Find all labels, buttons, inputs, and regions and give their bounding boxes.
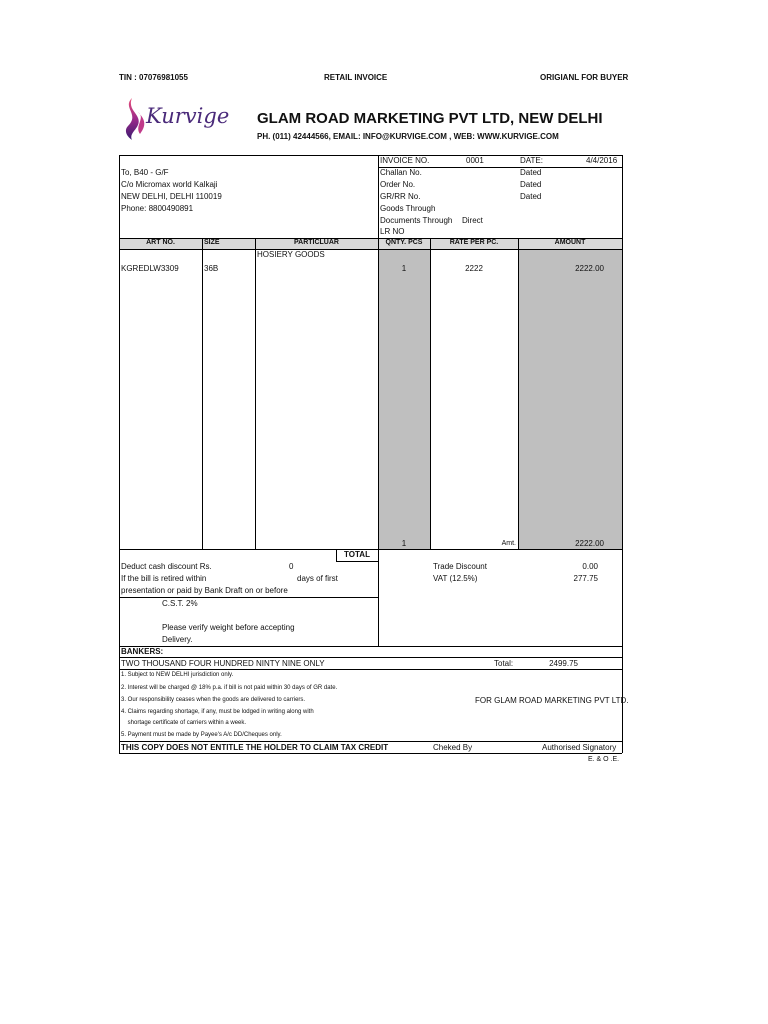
challan-label: Challan No. bbox=[380, 168, 422, 177]
dated-grrr: Dated bbox=[520, 192, 542, 201]
documents-direct: Direct bbox=[462, 216, 483, 225]
buyer-phone: Phone: 8800490891 bbox=[121, 204, 194, 213]
qty-total: 1 bbox=[401, 539, 407, 548]
eoe-note: E. & O .E. bbox=[588, 756, 620, 763]
company-contact: PH. (011) 42444566, EMAIL: INFO@KURVIGE.COM , WEB: WWW.KURVIGE.COM bbox=[257, 132, 559, 141]
header-particular: PARTICLUAR bbox=[294, 239, 339, 246]
invoice-date: 4/4/2016 bbox=[586, 156, 618, 165]
dated-challan: Dated bbox=[520, 168, 542, 177]
days-of-first: days of first bbox=[297, 574, 338, 583]
amt-label: Amt. bbox=[501, 540, 516, 547]
company-logo bbox=[118, 94, 238, 144]
amount-subtotal: 2222.00 bbox=[575, 539, 604, 548]
bankers-label: BANKERS: bbox=[121, 647, 164, 656]
term-2: 2. Interest will be charged @ 18% p.a. if bill is not paid within 30 days of GR date. bbox=[121, 685, 338, 691]
bill-retired: If the bill is retired within bbox=[121, 574, 207, 583]
total-label: TOTAL bbox=[344, 550, 370, 559]
date-label: DATE: bbox=[520, 156, 543, 165]
dated-order: Dated bbox=[520, 180, 542, 189]
goods-through: Goods Through bbox=[380, 204, 436, 213]
for-company: FOR GLAM ROAD MARKETING PVT LTD. bbox=[475, 696, 629, 705]
verify-line-1: Please verify weight before accepting bbox=[162, 623, 295, 632]
document-type: RETAIL INVOICE bbox=[324, 73, 388, 82]
invoice-no: 0001 bbox=[466, 156, 484, 165]
cash-discount-value: 0 bbox=[289, 562, 294, 571]
row-art-no: KGREDLW3309 bbox=[121, 264, 179, 273]
term-1: 1. Subject to NEW DELHI jurisdiction only. bbox=[121, 672, 234, 678]
cst-label: C.S.T. 2% bbox=[162, 599, 198, 608]
header-rate: RATE PER PC. bbox=[449, 239, 499, 246]
row-amount: 2222.00 bbox=[575, 264, 604, 273]
amount-column-shade bbox=[518, 249, 622, 549]
grrr-label: GR/RR No. bbox=[380, 192, 421, 201]
header-qty: QNTY. PCS bbox=[385, 239, 423, 246]
grand-total: 2499.75 bbox=[549, 659, 578, 668]
buyer-line-2: C/o Micromax world Kalkaji bbox=[121, 180, 218, 189]
lr-no: LR NO bbox=[380, 227, 405, 236]
presentation-note: presentation or paid by Bank Draft on or before bbox=[121, 586, 288, 595]
term-4: 4. Claims regarding shortage, if any, must be lodged in writing along with bbox=[121, 709, 314, 715]
tax-credit-note: THIS COPY DOES NOT ENTITLE THE HOLDER TO CLAIM TAX CREDIT bbox=[121, 743, 389, 752]
order-label: Order No. bbox=[380, 180, 416, 189]
authorised-signatory: Authorised Signatory bbox=[542, 743, 617, 752]
checked-by: Cheked By bbox=[433, 743, 473, 752]
grand-total-label: Total: bbox=[494, 659, 514, 668]
cash-discount-label: Deduct cash discount Rs. bbox=[121, 562, 212, 571]
trade-discount-label: Trade Discount bbox=[433, 562, 487, 571]
header-amount: AMOUNT bbox=[554, 239, 586, 246]
row-rate: 2222 bbox=[465, 264, 483, 273]
header-size: SIZE bbox=[204, 239, 220, 246]
invoice-no-label: INVOICE NO. bbox=[380, 156, 430, 165]
buyer-line-3: NEW DELHI, DELHI 110019 bbox=[121, 192, 222, 201]
copy-label: ORIGIANL FOR BUYER bbox=[540, 73, 629, 82]
buyer-line-1: To, B40 - G/F bbox=[121, 168, 169, 177]
row-qty: 1 bbox=[401, 264, 407, 273]
verify-line-2: Delivery. bbox=[162, 635, 193, 644]
tin-number: TIN : 07076981055 bbox=[119, 73, 188, 82]
term-4-cont: shortage certificate of carriers within a week. bbox=[121, 720, 247, 726]
term-5: 5. Payment must be made by Payee's A/c DD/Cheques only. bbox=[121, 732, 282, 738]
documents-through: Documents Through bbox=[380, 216, 453, 225]
row-size: 36B bbox=[204, 264, 219, 273]
term-3: 3. Our responsibility ceases when the goods are delivered to carriers. bbox=[121, 697, 306, 703]
qty-column-shade bbox=[378, 249, 430, 549]
company-name: GLAM ROAD MARKETING PVT LTD, NEW DELHI bbox=[257, 110, 603, 127]
amount-in-words: TWO THOUSAND FOUR HUNDRED NINTY NINE ONLY bbox=[121, 659, 325, 668]
trade-discount-value: 0.00 bbox=[582, 562, 598, 571]
header-art-no: ART NO. bbox=[146, 239, 175, 246]
logo-wordmark: Kurvige bbox=[146, 104, 230, 128]
vat-value: 277.75 bbox=[573, 574, 598, 583]
vat-label: VAT (12.5%) bbox=[433, 574, 478, 583]
category-label: HOSIERY GOODS bbox=[257, 250, 325, 259]
